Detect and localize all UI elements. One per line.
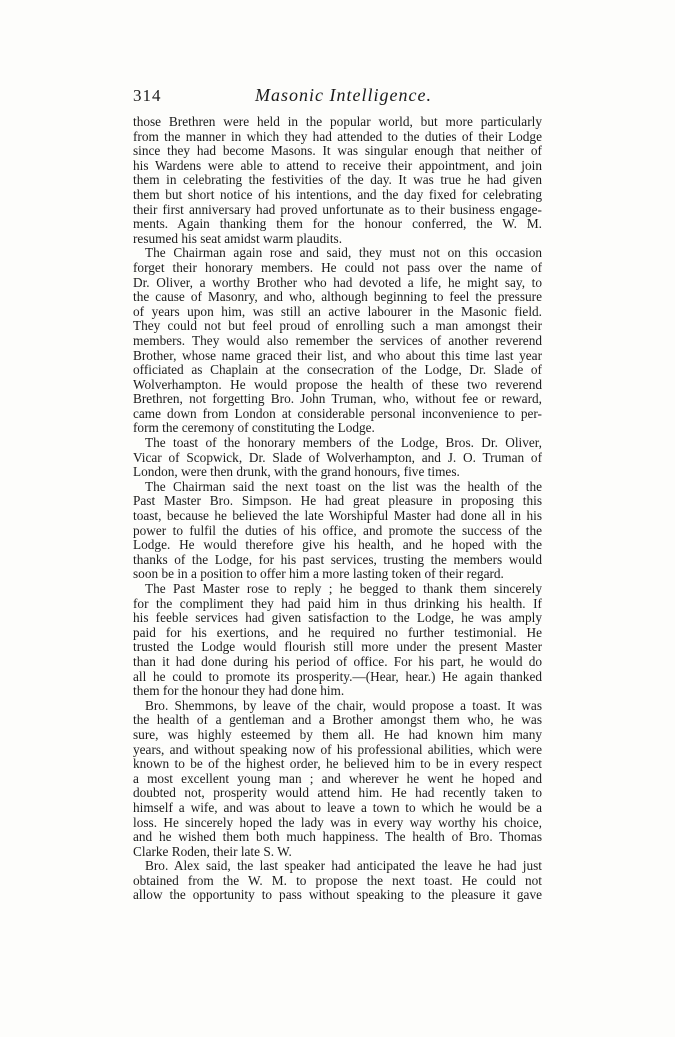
text-line: forget their honorary members. He could not pass over the name of [133, 260, 542, 275]
text-line: obtained from the W. M. to propose the next toast. He could not [133, 873, 542, 888]
text-line: trusted the Lodge would flourish still more under the present Master [133, 640, 542, 655]
text-line: than it had done during his period of office. For his part, he would do [133, 654, 542, 669]
text-line: his feeble services had given satisfaction to the Lodge, he was amply [133, 611, 542, 626]
text-line: his Wardens were able to attend to receive their appointment, and join [133, 158, 542, 173]
text-line: years, and without speaking now of his professional abilities, which were [133, 742, 542, 757]
running-title: Masonic Intelligence. [255, 85, 432, 105]
page-header [133, 86, 533, 110]
text-line: the health of a gentleman and a Brother amongst them who, he was [133, 713, 542, 728]
text-line: sure, was highly esteemed by them all. He had known him many [133, 727, 542, 742]
text-line: London, were then drunk, with the grand honours, five times. [133, 465, 460, 480]
text-line: The Chairman again rose and said, they must not on this occasion [145, 246, 542, 261]
text-line: Brethren, not forgetting Bro. John Truman, who, without fee or reward, [133, 392, 542, 407]
text-line: from the manner in which they had attended to the duties of their Lodge [133, 129, 542, 144]
text-line: since they had become Masons. It was singular enough that neither of [133, 144, 542, 159]
text-line: soon be in a position to offer him a more lasting token of their regard. [133, 567, 504, 582]
text-line: form the ceremony of constituting the Lodge. [133, 421, 375, 436]
text-line: ments. Again thanking them for the honour conferred, the W. M. [133, 217, 542, 232]
text-line: for the compliment they had paid him in thus drinking his health. If [133, 596, 542, 611]
text-line: officiated as Chaplain at the consecration of the Lodge, Dr. Slade of [133, 363, 542, 378]
text-line: them for the honour they had done him. [133, 684, 345, 699]
text-line: Dr. Oliver, a worthy Brother who had devoted a life, he might say, to [133, 275, 542, 290]
text-line: Bro. Alex said, the last speaker had anticipated the leave he had just [145, 859, 542, 874]
text-line: allow the opportunity to pass without speaking to the pleasure it gave [133, 888, 542, 903]
text-line: They could not but feel proud of enrolling such a man amongst their [133, 319, 542, 334]
text-line: toast, because he believed the late Worshipful Master had done all in his [133, 509, 542, 524]
text-line: Bro. Shemmons, by leave of the chair, would propose a toast. It was [145, 698, 542, 713]
text-line: those Brethren were held in the popular world, but more particularly [133, 115, 542, 129]
text-line: The toast of the honorary members of the Lodge, Bros. Dr. Oliver, [145, 436, 542, 451]
text-line: himself a wife, and was about to leave a town to which he would be a [133, 800, 542, 815]
text-line: their first anniversary had proved unfortunate as to their business engage- [133, 202, 542, 217]
text-line: known to be of the highest order, he believed him to be in every respect [133, 757, 542, 772]
text-line: Clarke Roden, their late S. W. [133, 844, 292, 859]
text-line: The Chairman said the next toast on the list was the health of the [145, 479, 542, 494]
text-line: loss. He sincerely hoped the lady was in every way worthy his choice, [133, 815, 542, 830]
text-line: of years upon him, was still an active labourer in the Masonic field. [133, 304, 542, 319]
page-number: 314 [133, 86, 162, 105]
text-line: Lodge. He would therefore give his health, and he hoped with the [133, 538, 542, 553]
text-line: them but short notice of his intentions, and the day fixed for celebrating [133, 187, 542, 202]
text-line: The Past Master rose to reply ; he begged to thank them sincerely [145, 582, 542, 596]
text-line: doubted not, prosperity would attend him. He had recently taken to [133, 786, 542, 801]
text-line: resumed his seat amidst warm plaudits. [133, 231, 343, 246]
text-line: Past Master Bro. Simpson. He had great pleasure in proposing this [133, 494, 542, 509]
text-line: the cause of Masonry, and who, although beginning to feel the pressure [133, 290, 542, 305]
text-line: Wolverhampton. He would propose the health of these two reverend [133, 377, 542, 392]
text-line: Vicar of Scopwick, Dr. Slade of Wolverhampton, and J. O. Truman of [133, 450, 542, 465]
body-text [133, 115, 542, 903]
text-line: power to fulfil the duties of his office, and promote the success of the [133, 523, 542, 538]
text-line: a most excellent young man ; and wherever he went he hoped and [133, 771, 542, 786]
text-line: all he could to promote its prosperity.—(Hear, hear.) He again thanked [133, 669, 542, 684]
text-line: and he wished them both much happiness. The health of Bro. Thomas [133, 830, 542, 845]
text-line: members. They would also remember the services of another reverend [133, 333, 542, 348]
text-line: paid for his exertions, and he required no further testimonial. He [133, 625, 542, 640]
text-line: Brother, whose name graced their list, and who about this time last year [133, 348, 542, 363]
text-line: came down from London at considerable personal inconvenience to per- [133, 406, 542, 421]
text-line: them in celebrating the festivities of the day. It was true he had given [133, 173, 542, 188]
text-line: thanks of the Lodge, for his past services, trusting the members would [133, 552, 542, 567]
